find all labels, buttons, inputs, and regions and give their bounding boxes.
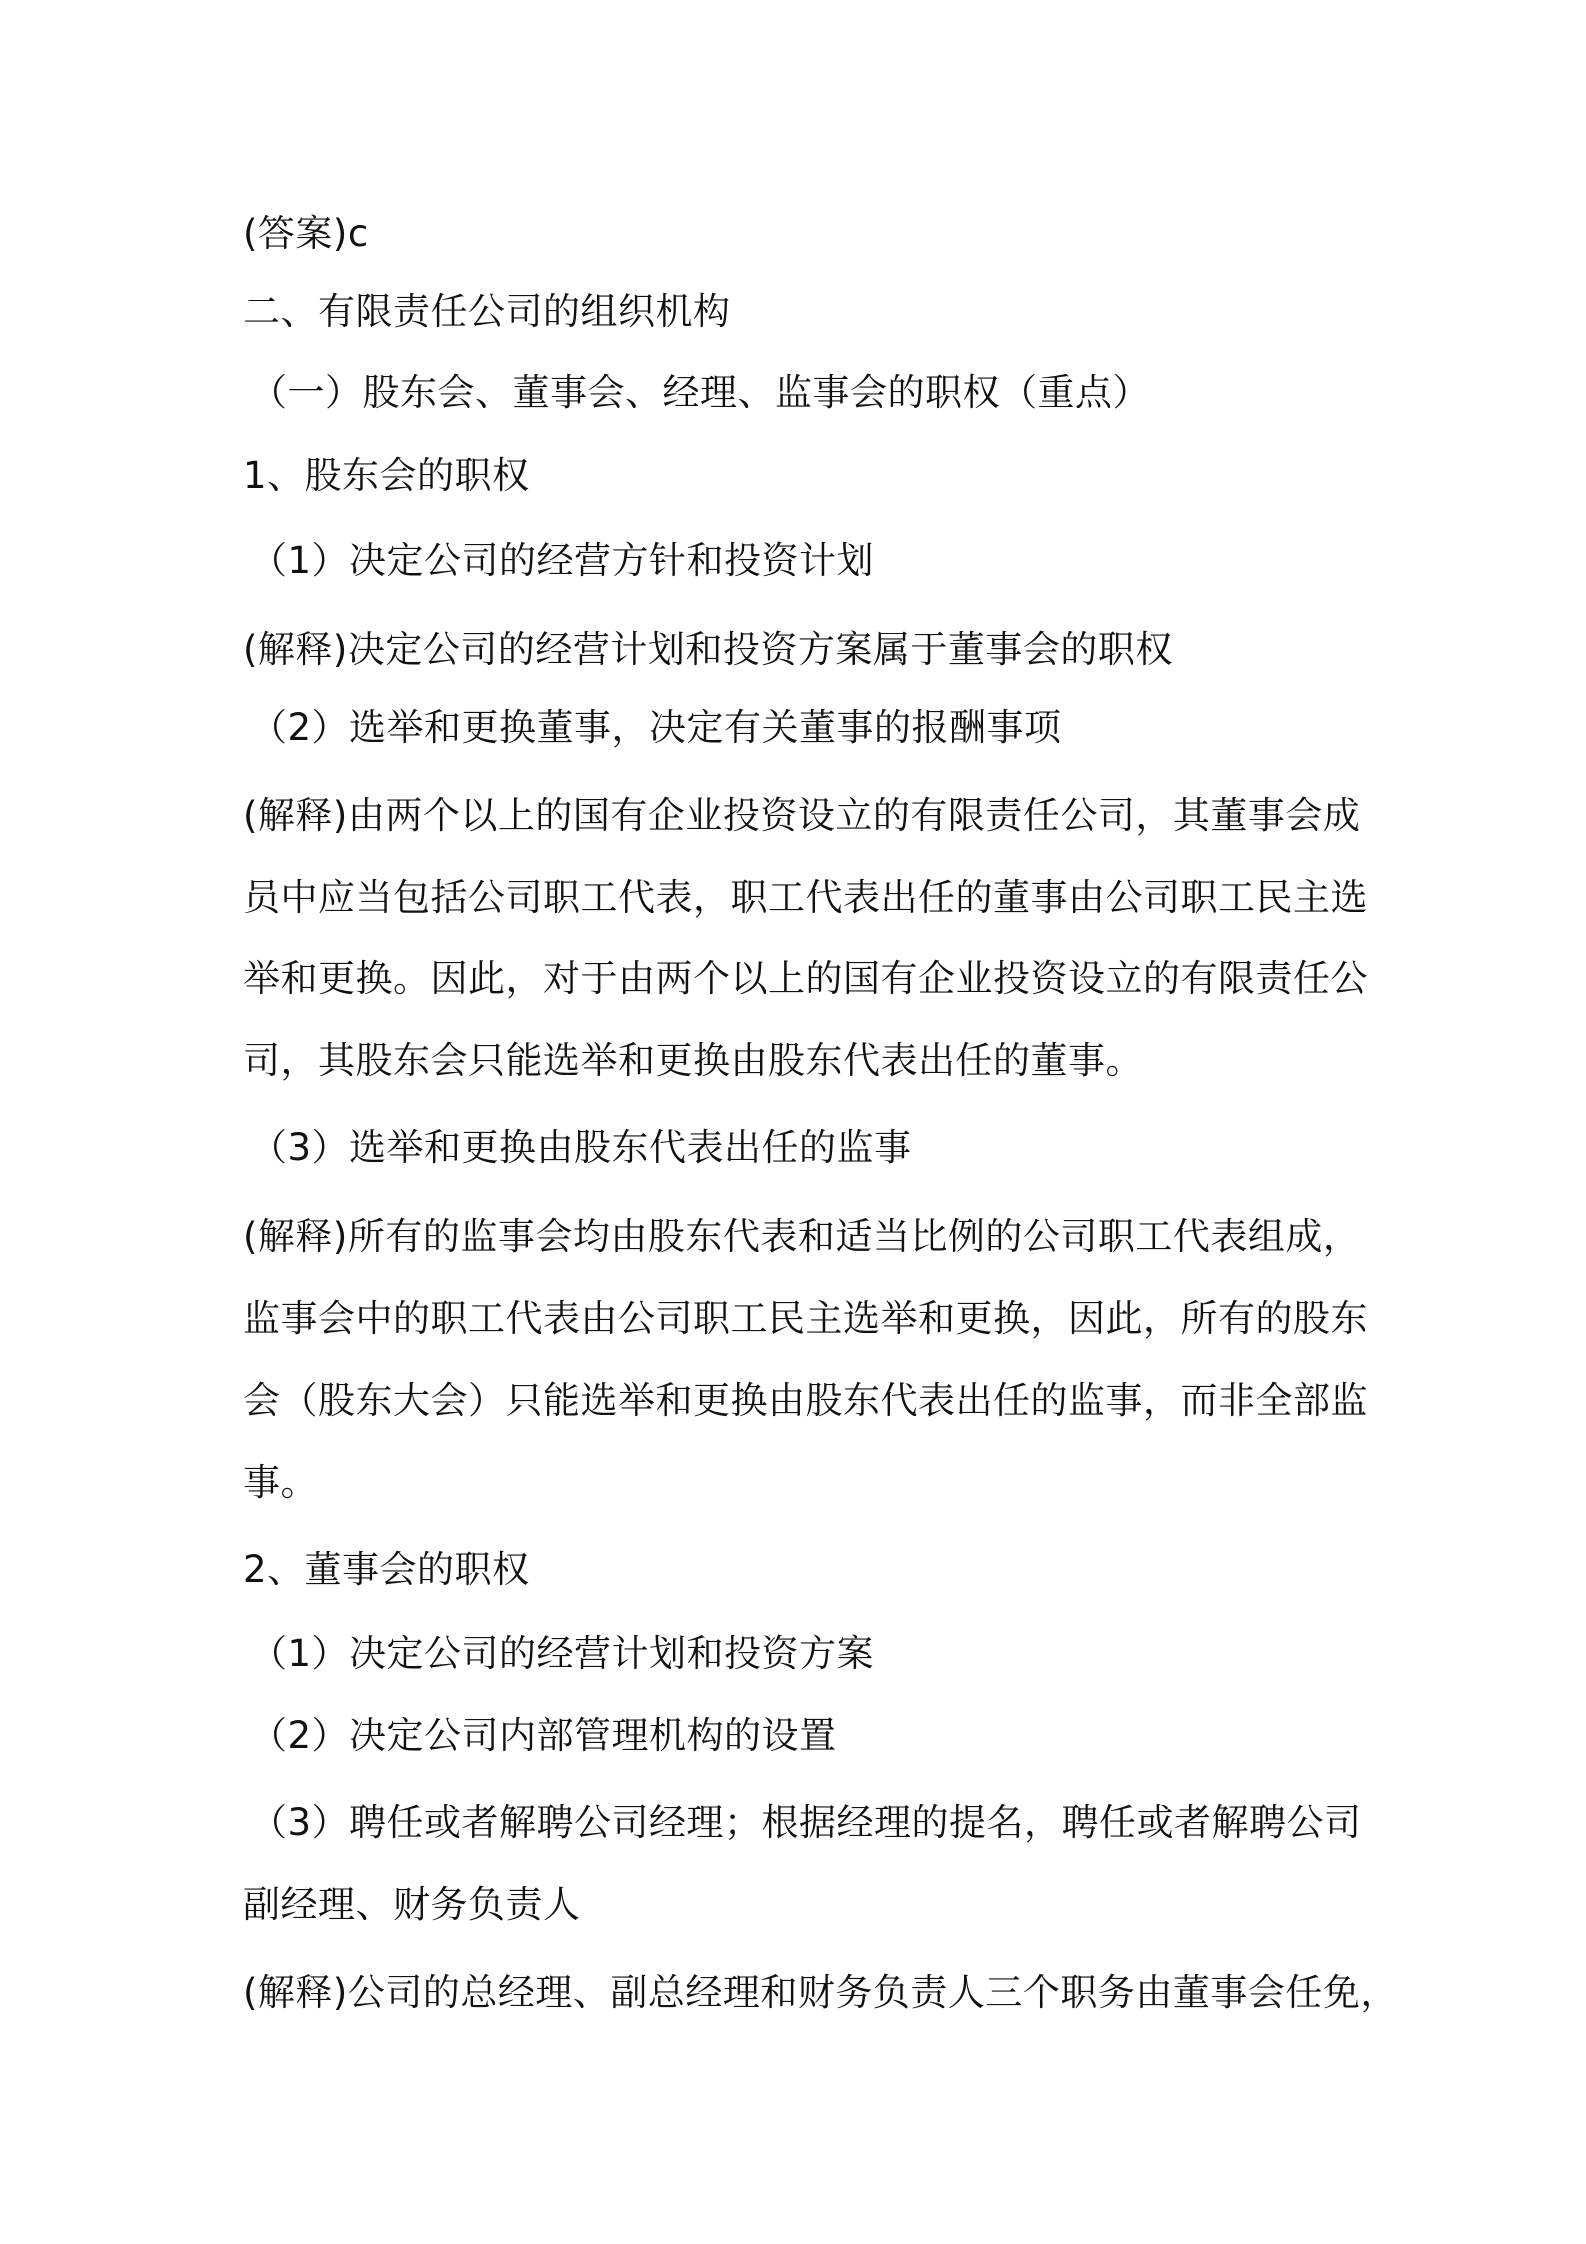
paragraph-line: 司，其股东会只能选举和更换由股东代表出任的董事。	[243, 1039, 1143, 1082]
list-item: （2）决定公司内部管理机构的设置	[250, 1714, 837, 1757]
paragraph-line: 员中应当包括公司职工代表，职工代表出任的董事由公司职工民主选	[243, 876, 1368, 919]
explanation-line: (解释)由两个以上的国有企业投资设立的有限责任公司，其董事会成	[243, 794, 1361, 837]
explanation-line: (解释)所有的监事会均由股东代表和适当比例的公司职工代表组成，	[243, 1215, 1361, 1258]
list-item: （3）选举和更换由股东代表出任的监事	[250, 1126, 912, 1169]
list-item: （1）决定公司的经营计划和投资方案	[250, 1632, 875, 1675]
list-item: （1）决定公司的经营方针和投资计划	[250, 539, 875, 582]
answer-line: (答案)c	[243, 212, 369, 255]
paragraph-line: 副经理、财务负责人	[243, 1883, 581, 1926]
list-item: （2）选举和更换董事，决定有关董事的报酬事项	[250, 706, 1062, 749]
subsection-heading: （一）股东会、董事会、经理、监事会的职权（重点）	[250, 371, 1150, 414]
paragraph-line: 举和更换。因此，对于由两个以上的国有企业投资设立的有限责任公	[243, 957, 1368, 1000]
explanation-line: (解释)公司的总经理、副总经理和财务负责人三个职务由董事会任免，	[243, 1971, 1398, 2014]
explanation-line: (解释)决定公司的经营计划和投资方案属于董事会的职权	[243, 628, 1173, 671]
paragraph-line: 监事会中的职工代表由公司职工民主选举和更换，因此，所有的股东	[243, 1297, 1368, 1340]
paragraph-line: 会（股东大会）只能选举和更换由股东代表出任的监事，而非全部监	[243, 1379, 1368, 1422]
list-item: （3）聘任或者解聘公司经理；根据经理的提名，聘任或者解聘公司	[250, 1801, 1362, 1844]
item-heading: 1、股东会的职权	[243, 454, 530, 497]
section-heading: 二、有限责任公司的组织机构	[243, 290, 731, 333]
paragraph-line: 事。	[243, 1461, 318, 1504]
item-heading: 2、董事会的职权	[243, 1548, 530, 1591]
